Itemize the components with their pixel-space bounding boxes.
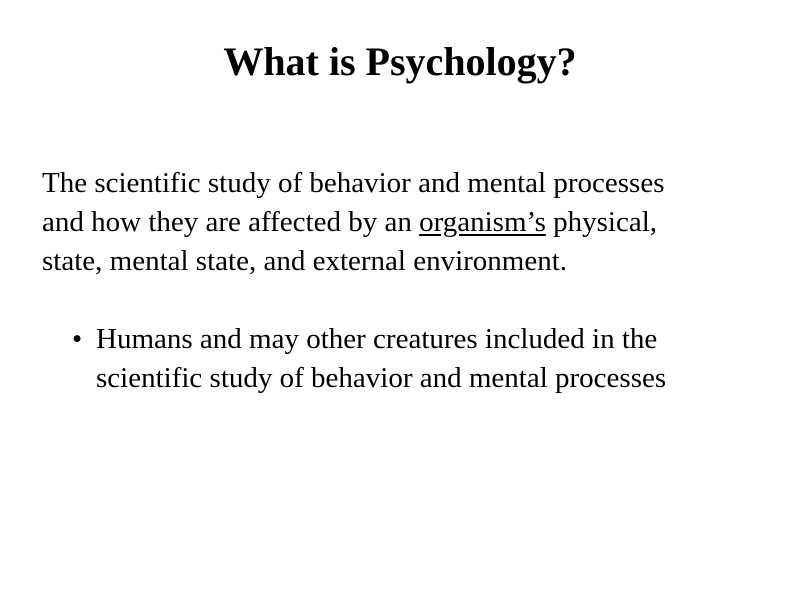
bullet-line-2: scientific study of behavior and mental processes (96, 362, 667, 394)
definition-line-1: The scientific study of behavior and mental processes (42, 167, 665, 199)
bullet-marker: • (72, 323, 83, 355)
slide-title: What is Psychology? (223, 39, 577, 84)
definition-line-2-start: and how they are affected by an (42, 206, 420, 238)
bullet-item (72, 320, 772, 398)
definition-line-2 (42, 203, 782, 242)
bullet-line-1: Humans and may other creatures included in the (96, 323, 658, 355)
definition-line-3: state, mental state, and external environment. (42, 245, 568, 277)
bullet-list (72, 320, 772, 398)
definition-paragraph (42, 164, 782, 281)
definition-line-2-end: physical, (545, 206, 658, 238)
underlined-term: organism’s (419, 206, 546, 238)
